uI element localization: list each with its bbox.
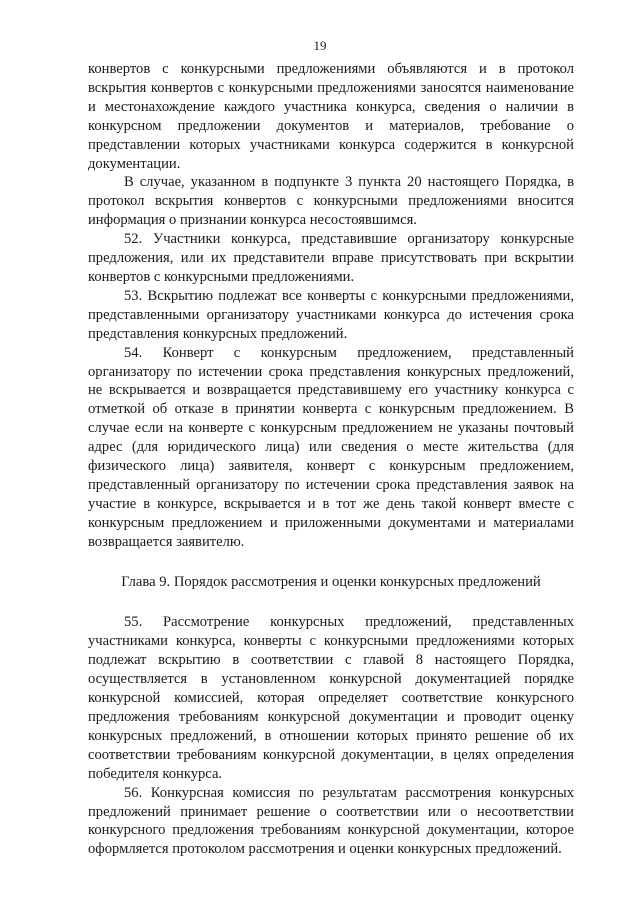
paragraph-54: 54. Конверт с конкурсным предложением, представленный организатору по истечении срока представления конкурсных предложений, не вскрывается и возвращается представившему его участнику конкурса с отметкой об отказе в принятии конверта с конкурсным предложением. В случае если на конверте с конкурсным предложением не указаны почтовый адрес (для юридического лица) или сведения о месте жительства (для физического лица) заявителя, конверт с конкурсным предложением, представленный организатору по истечении срока представления заявок на участие в конкурсе, вскрывается и в тот же день такой конверт вместе с конкурсным предложением и приложенными документами и материалами возвращается заявителю. — [88, 344, 574, 550]
chapter-heading: Глава 9. Порядок рассмотрения и оценки конкурсных предложений — [121, 573, 541, 590]
paragraph-continuation: конвертов с конкурсными предложениями объявляются и в протокол вскрытия конвертов с конкурсными предложениями заносятся наименование и местонахождение каждого участника конкурса, сведения о наличии в конкурсном предложении документов и материалов, требование о представлении которых участниками конкурса содержится в конкурсной документации. — [88, 61, 574, 172]
page-number: 19 — [313, 38, 327, 53]
paragraph-53: 53. Вскрытию подлежат все конверты с конкурсными предложениями, представленными организатору участниками конкурса до истечения срока представления конкурсных предложений. — [88, 287, 574, 342]
paragraph-55: 55. Рассмотрение конкурсных предложений, представленных участниками конкурса, конверты с конкурсными предложениями которых подлежат вскрытию в соответствии с главой 8 настоящего Порядка, осуществляется в установленном конкурсной документацией порядке конкурсной комиссией, которая определяет соответствие конкурсного предложения требованиям конкурсной документации и проводит оценку конкурсных предложений, в отношении которых принято решение об их соответствии требованиям конкурсной документации, в целях определения победителя конкурса. — [88, 614, 574, 782]
paragraph-56: 56. Конкурсная комиссия по результатам рассмотрения конкурсных предложений принимает решение о соответствии или о несоответствии конкурсного предложения требованиям конкурсной документации, которое оформляется протоколом рассмотрения и оценки конкурсных предложений. — [88, 784, 574, 858]
document-body — [88, 60, 574, 859]
paragraph-52: 52. Участники конкурса, представившие организатору конкурсные предложения, или их представители вправе присутствовать при вскрытии конвертов с конкурсными предложениями. — [88, 231, 574, 285]
paragraph-failed-tender: В случае, указанном в подпункте 3 пункта 20 настоящего Порядка, в протокол вскрытия конвертов с конкурсными предложениями вносится информация о признании конкурса несостоявшимся. — [88, 174, 574, 229]
